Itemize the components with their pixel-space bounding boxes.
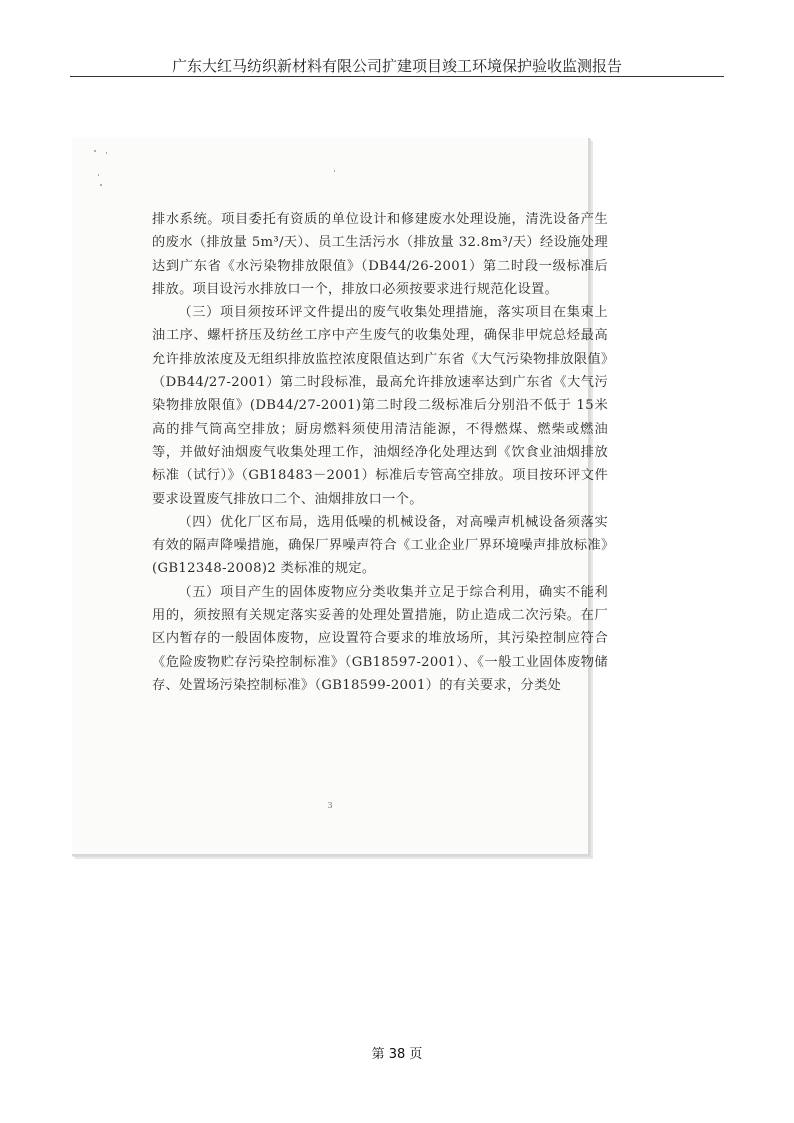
paragraph: 排水系统。项目委托有资质的单位设计和修建废水处理设施，清洗设备产生的废水（排放量 5m³/天）、员工生活污水（排放量 32.8m³/天）经设施处理达到广东省《水污染物排放限值》（DB44/26-2001）第二时段一级标准后排放。项目设污水排放口一个，排放口必须按要求进行规范化设置。	[152, 212, 608, 297]
scan-speck	[334, 170, 335, 172]
scan-speck	[100, 184, 102, 186]
paragraph: （三）项目须按环评文件提出的废气收集处理措施，落实项目在集束上油工序、螺杆挤压及纺丝工序中产生废气的收集处理，确保非甲烷总烃最高允许排放浓度及无组织排放监控浓度限值达到广东省《大气污染物排放限值》（DB44/27-2001）第二时段标准，最高允许排放速率达到广东省《大气污染物排放限值》(DB44/27-2001)第二时段二级标准后分别沿不低于 15米高的排气筒高空排放；厨房燃料须使用清洁能源，不得燃煤、燃柴或燃油等，并做好油烟废气收集处理工作，油烟经净化处理达到《饮食业油烟排放标准（试行）》（GB18483－2001）标准后专管高空排放。项目按环评文件要求设置废气排放口二个、油烟排放口一个。	[152, 305, 608, 507]
page-footer	[0, 1043, 794, 1062]
paragraph: （四）优化厂区布局，选用低噪的机械设备，对高噪声机械设备须落实有效的隔声降噪措施，确保厂界噪声符合《工业企业厂界环境噪声排放标准》(GB12348-2008)2 类标准的规定。	[152, 514, 608, 577]
scanned-body-text	[152, 208, 608, 697]
scan-speck	[98, 174, 99, 176]
paragraph: （五）项目产生的固体废物应分类收集并立足于综合利用，确实不能利用的，须按照有关规定落实妥善的处理处置措施，防止造成二次污染。在厂区内暂存的一般固体废物，应设置符合要求的堆放场所，其污染控制应符合《危险废物贮存污染控制标准》（GB18597-2001）、《一般工业固体废物储存、处置场污染控制标准》（GB18599-2001）的有关要求，分类处	[152, 584, 608, 693]
scan-speck	[106, 152, 107, 154]
report-title: 广东大红马纺织新材料有限公司扩建项目竣工环境保护验收监测报告	[171, 57, 622, 75]
scanned-page	[72, 138, 608, 856]
page-header	[70, 56, 724, 77]
page-number-label: 第 38 页	[371, 1047, 423, 1062]
scan-page-number: 3	[327, 801, 333, 810]
scan-speck	[94, 150, 96, 152]
